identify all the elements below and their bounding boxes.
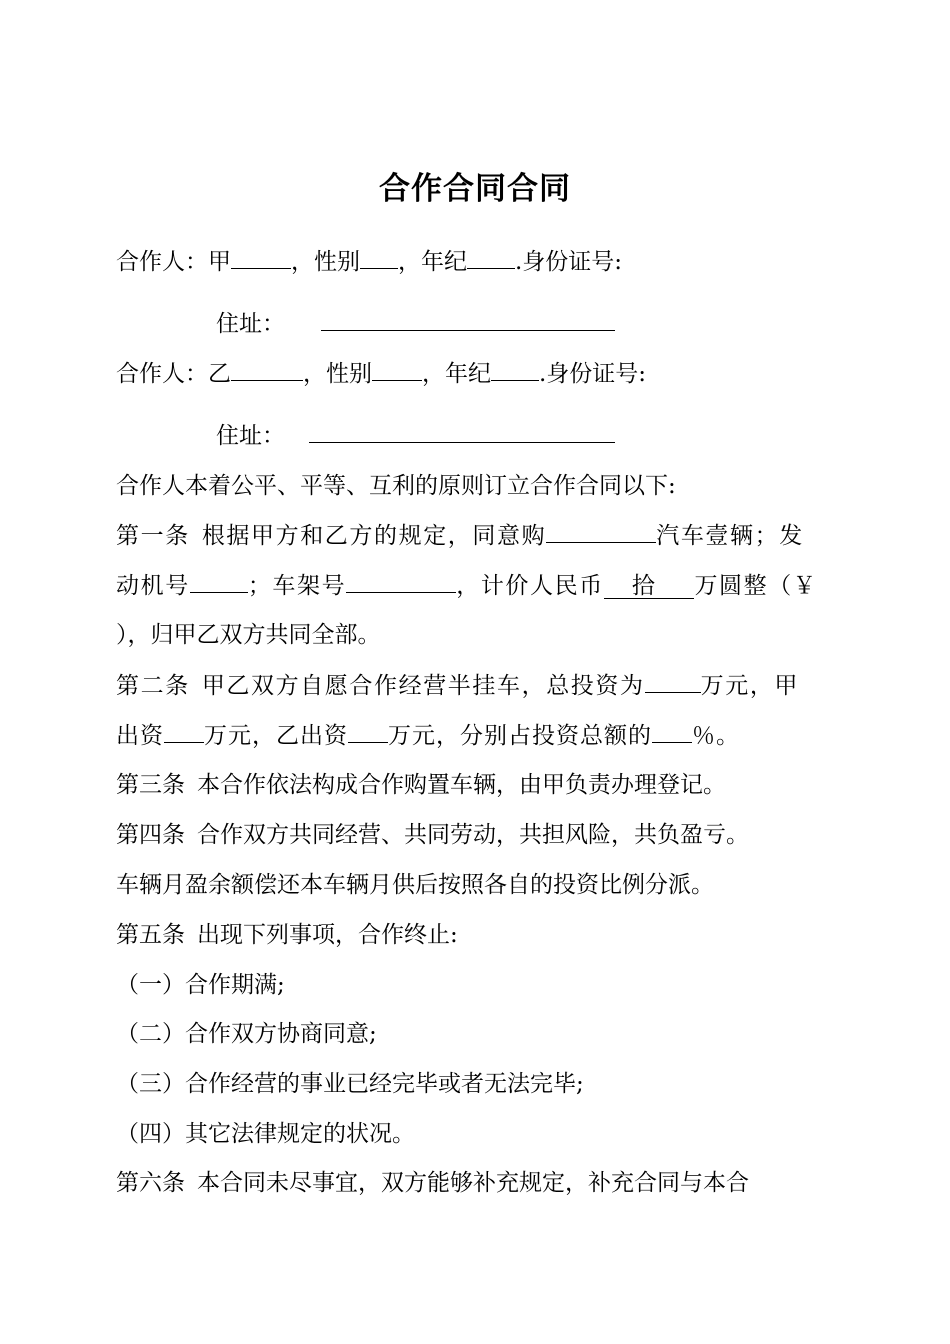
car-model-blank xyxy=(546,520,656,543)
party-a-line xyxy=(116,246,622,277)
party-b-name-blank xyxy=(231,358,303,381)
article-3-text: 本合作依法构成合作购置车辆，由甲负责办理登记。 xyxy=(197,772,726,798)
article-1-line-1 xyxy=(116,520,804,551)
article-2-text-d: 万元，乙出资 xyxy=(204,723,348,749)
article-1-text-c: 动机号 xyxy=(116,573,190,599)
article-1-text-b: 汽车壹辆；发 xyxy=(656,523,804,549)
party-a-gender-label: ，性别 xyxy=(291,249,360,275)
party-b-label: 合作人： xyxy=(116,361,208,387)
article-2-text-c: 出资 xyxy=(116,723,164,749)
price-tens-field xyxy=(604,574,695,599)
party-b-id-label: .身份证号: xyxy=(539,361,647,387)
intro-text: 合作人本着公平、平等、互利的原则订立合作合同以下: xyxy=(116,473,676,499)
list-item: （一）合作期满; xyxy=(116,972,285,998)
article-2-line-2 xyxy=(116,720,740,751)
party-a-label: 合作人： xyxy=(116,249,208,275)
party-a-name-blank xyxy=(231,246,291,269)
party-a-age-blank xyxy=(467,246,515,269)
list-item: （二）合作双方协商同意; xyxy=(116,1021,377,1047)
article-5-text: 出现下列事项，合作终止: xyxy=(197,922,458,948)
article-3-heading: 第三条 xyxy=(116,772,185,798)
party-b-name-prefix: 乙 xyxy=(208,361,231,387)
party-a-gender-blank xyxy=(360,246,398,269)
article-2-heading: 第二条 xyxy=(116,673,190,699)
article-5-heading: 第五条 xyxy=(116,922,185,948)
article-1-text-a: 根据甲方和乙方的规定，同意购 xyxy=(201,523,547,549)
party-a-investment-blank xyxy=(164,720,204,743)
article-2-text-b: 万元，甲 xyxy=(700,673,800,699)
party-b-gender-label: ，性别 xyxy=(303,361,372,387)
party-b-investment-blank xyxy=(348,720,388,743)
frame-number-blank xyxy=(346,570,456,593)
document-title: 合作合同合同 xyxy=(379,171,571,207)
article-1-text-g: 万圆整（￥ xyxy=(694,573,818,599)
party-a-age-label: ，年纪 xyxy=(398,249,467,275)
share-percent-blank xyxy=(652,720,692,743)
article-1-heading: 第一条 xyxy=(116,523,190,549)
party-b-address-blank xyxy=(309,420,615,443)
list-item: （四）其它法律规定的状况。 xyxy=(116,1121,415,1147)
article-4-continued: 车辆月盈余额偿还本车辆月供后按照各自的投资比例分派。 xyxy=(116,872,714,898)
article-2-text-a: 甲乙双方自愿合作经营半挂车，总投资为 xyxy=(201,673,645,699)
party-a-address-blank xyxy=(321,308,615,331)
article-6-heading: 第六条 xyxy=(116,1170,185,1196)
article-4-text: 合作双方共同经营、共同劳动，共担风险，共负盈亏。 xyxy=(197,822,749,848)
party-a-address-line xyxy=(216,308,615,339)
article-2-text-f: ％。 xyxy=(692,723,740,749)
party-b-address-line xyxy=(216,420,615,451)
party-b-gender-blank xyxy=(372,358,422,381)
party-b-address-label: 住址： xyxy=(216,423,285,449)
total-investment-blank xyxy=(645,670,701,693)
article-1-line-3: ），归甲乙双方共同全部。 xyxy=(116,622,381,648)
engine-number-blank xyxy=(190,570,248,593)
article-4-heading: 第四条 xyxy=(116,822,185,848)
list-item: （三）合作经营的事业已经完毕或者无法完毕; xyxy=(116,1071,584,1097)
article-6-text: 本合同未尽事宜，双方能够补充规定，补充合同与本合 xyxy=(197,1170,749,1196)
article-6 xyxy=(116,1168,749,1198)
article-1-text-d: ；车架号 xyxy=(247,573,347,599)
article-2-text-e: 万元，分别占投资总额的 xyxy=(388,723,652,749)
article-3 xyxy=(116,770,726,800)
article-1-text-e: ，计价人民币 xyxy=(456,573,604,599)
party-a-address-label: 住址： xyxy=(216,311,285,337)
party-b-line xyxy=(116,358,646,389)
party-a-id-label: .身份证号: xyxy=(515,249,623,275)
price-tens-value: 拾 xyxy=(631,573,657,599)
article-4 xyxy=(116,820,749,850)
article-2-line-1 xyxy=(116,670,799,701)
party-b-age-blank xyxy=(491,358,539,381)
article-1-line-2 xyxy=(116,570,817,601)
article-5 xyxy=(116,920,458,950)
party-b-age-label: ，年纪 xyxy=(422,361,491,387)
party-a-name-prefix: 甲 xyxy=(208,249,231,275)
